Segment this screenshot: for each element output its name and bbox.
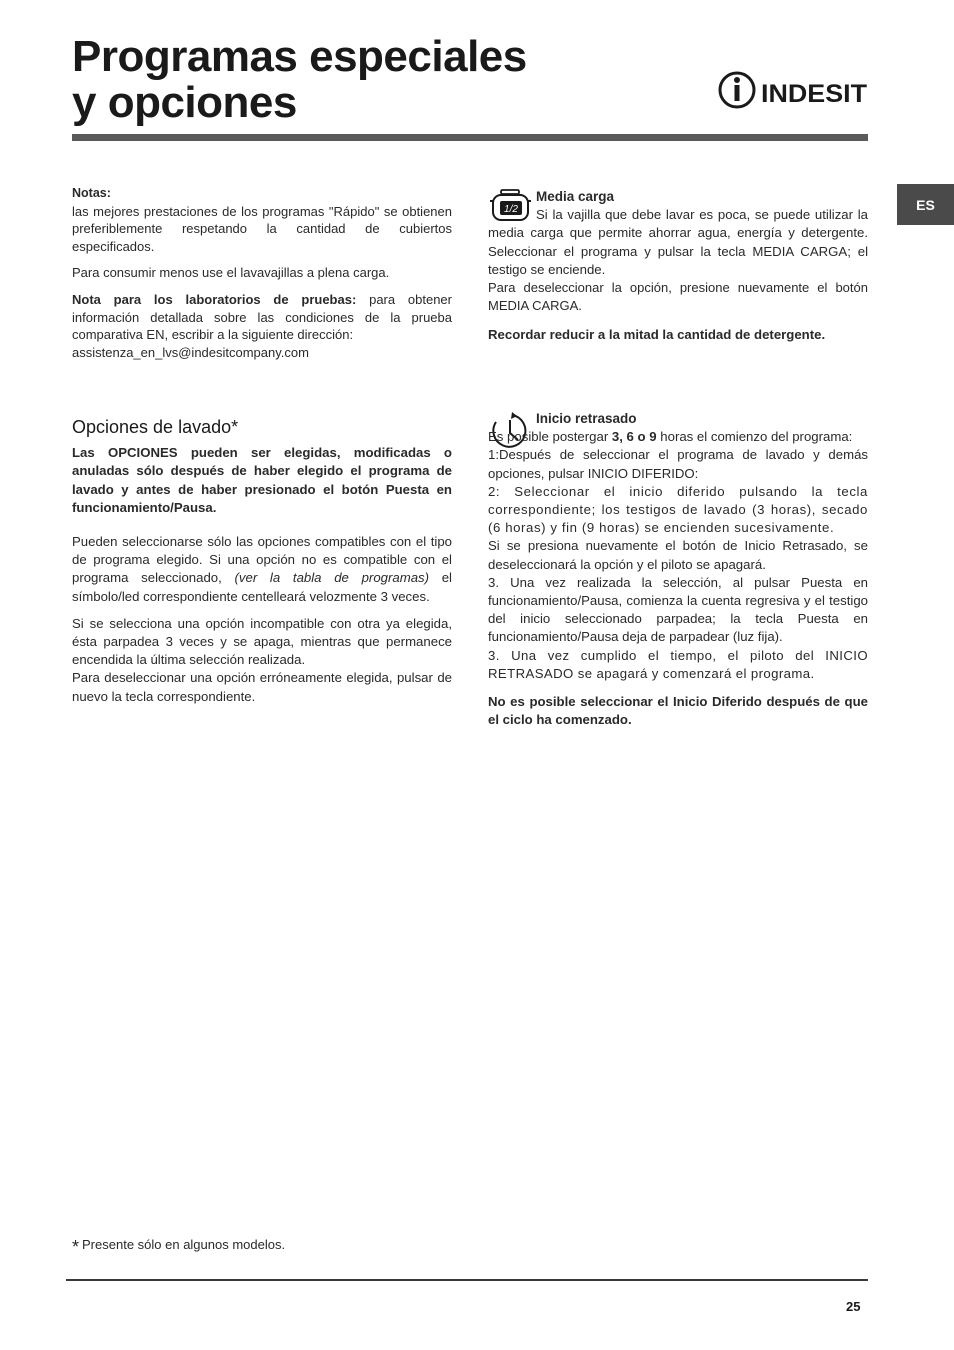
notes-paragraph-2: Para consumir menos use el lavavajillas a plena carga. <box>72 265 390 281</box>
wash-options-heading: Opciones de lavado* <box>72 417 239 437</box>
delayed-start-step-3b: 3. Una vez cumplido el tiempo, el piloto del INICIO RETRASADO se apagará y comenzará el programa. <box>488 647 868 681</box>
language-tab[interactable]: ES <box>897 184 954 225</box>
delayed-start-hours: 3, 6 o 9 <box>611 429 657 445</box>
delayed-start-intro <box>488 428 868 446</box>
half-load-heading: Media carga <box>536 189 615 204</box>
page-number: 25 <box>846 1299 861 1314</box>
wash-options-paragraph-2: Si se selecciona una opción incompatible con otra ya elegida, ésta parpadea 3 veces y se apaga, mientras que permanece encendida la última selección realizada. <box>72 615 452 668</box>
page-title-line1: Programas especiales <box>72 32 527 81</box>
footnote <box>72 1237 285 1258</box>
half-load-paragraph-1 <box>488 206 868 279</box>
notes-label: Notas: <box>72 186 111 200</box>
wash-options-important: Las OPCIONES pueden ser elegidas, modificadas o anuladas sólo después de haber elegido el programa de lavado y antes de haber presionado el botón Puesta en funcionamiento/Pausa. <box>72 445 452 515</box>
wash-options-paragraph-1 <box>72 533 452 606</box>
half-load-paragraph-2: Para deseleccionar la opción, presione nuevamente el botón MEDIA CARGA. <box>488 280 868 313</box>
delayed-start-deselect: Si se presiona nuevamente el botón de Inicio Retrasado, se deseleccionará la opción y el piloto se apagará. <box>488 538 868 572</box>
lab-note-label: Nota para los laboratorios de pruebas: <box>72 291 357 307</box>
delayed-start-step-3: 3. Una vez realizada la selección, al pulsar Puesta en funcionamiento/Pausa, comienza la cuenta regresiva y el testigo del inicio seleccionado parpadea; la tecla Puesta en funcionamiento/Pausa deja de parpadear (luz fija). <box>488 574 868 645</box>
half-load-important: Recordar reducir a la mitad la cantidad de detergente. <box>488 327 826 343</box>
program-table-reference: (ver la tabla de programas) <box>234 570 430 586</box>
lab-note <box>72 291 452 344</box>
notes-paragraph-1: las mejores prestaciones de los programas "Rápido" se obtienen preferiblemente respetando la cantidad de cubiertos especificados. <box>72 203 452 254</box>
half-load-paragraph-1-text: Si la vajilla que debe lavar es poca, se puede utilizar la media carga que permite ahorrar agua, energía y detergente. Seleccionar el programa y pulsar la tecla MEDIA CARGA; el testigo se enciende. <box>488 207 868 277</box>
brand-wordmark: INDESIT <box>761 80 867 108</box>
wash-options-section <box>72 418 452 715</box>
delayed-start-step-2: 2: Seleccionar el inicio diferido pulsando la tecla correspondiente; los testigos de lavado (3 horas), secado (6 horas) y fin (9 horas) se encienden sucesivamente. <box>488 483 868 536</box>
notes-section <box>72 185 452 361</box>
svg-text:1/2: 1/2 <box>504 204 518 215</box>
wash-options-p1-end: el símbolo/led correspondiente centelleará velozmente 3 veces. <box>72 570 452 604</box>
lab-note-text: para obtener información detallada sobre las condiciones de la prueba comparativa EN, escribir a la siguiente dirección: <box>72 291 452 343</box>
page-title-line2: y opciones <box>72 78 297 127</box>
wash-options-paragraph-3: Para deseleccionar una opción erróneamente elegida, pulsar de nuevo la tecla correspondiente. <box>72 670 452 704</box>
wash-options-p1-start: Pueden seleccionarse sólo las opciones compatibles con el tipo de programa elegido. Si una opción no es compatible con el programa seleccionado, <box>72 534 452 586</box>
half-load-section <box>488 188 868 353</box>
footer-rule <box>66 1279 868 1281</box>
footnote-asterisk: * <box>72 1237 80 1257</box>
delayed-start-section <box>488 410 868 738</box>
header-rule <box>72 134 868 141</box>
delayed-start-intro-start: Es posible postergar <box>488 429 612 445</box>
delayed-start-heading: Inicio retrasado <box>536 411 637 426</box>
page-title <box>72 34 527 126</box>
delayed-start-step-1: 1:Después de seleccionar el programa de lavado y demás opciones, pulsar INICIO DIFERIDO: <box>488 447 868 481</box>
delayed-start-important: No es posible seleccionar el Inicio Diferido después de que el ciclo ha comenzado. <box>488 694 868 728</box>
lab-email: assistenza_en_lvs@indesitcompany.com <box>72 344 309 360</box>
indesit-logo <box>717 68 869 114</box>
delayed-start-intro-end: horas el comienzo del programa: <box>656 429 853 445</box>
footnote-text: Presente sólo en algunos modelos. <box>82 1237 286 1252</box>
